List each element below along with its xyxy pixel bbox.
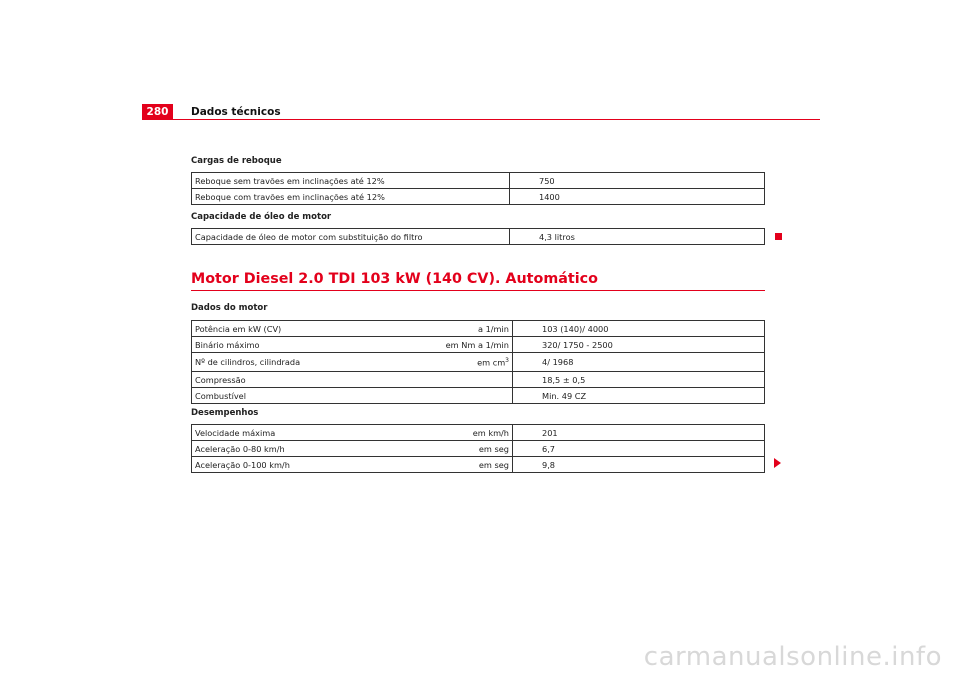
table-row: [192, 229, 765, 245]
header-divider: [142, 119, 820, 120]
row-label: Aceleração 0-100 km/h: [195, 459, 290, 470]
row-value: 103 (140)/ 4000: [542, 323, 609, 334]
row-unit: em Nm a 1/min: [420, 337, 513, 353]
table-row: [192, 337, 765, 353]
table-row: [192, 353, 765, 372]
table-row: [192, 425, 765, 441]
page-number: 280: [142, 104, 173, 120]
row-unit-cell: [420, 353, 513, 372]
motor-title: Motor Diesel 2.0 TDI 103 kW (140 CV). Automático: [191, 271, 598, 287]
row-label: Capacidade de óleo de motor com substituição do filtro: [192, 229, 510, 245]
row-label: Nº de cilindros, cilindrada: [195, 357, 301, 367]
oil-heading: Capacidade de óleo de motor: [191, 212, 332, 222]
table-row: [192, 189, 765, 205]
table-row: [192, 457, 765, 473]
row-label: Reboque com travões em inclinações até 12%: [192, 189, 510, 205]
row-label: Compressão: [195, 374, 246, 385]
performance-table: [191, 424, 765, 473]
row-unit: em km/h: [420, 425, 513, 441]
table-row: [192, 321, 765, 337]
motor-title-rule: [191, 290, 765, 291]
engine-data-table: [191, 320, 765, 404]
table-row: [192, 173, 765, 189]
row-label: Velocidade máxima: [195, 427, 276, 438]
table-row: [192, 388, 765, 404]
section-end-marker: [775, 233, 782, 240]
page-title: Dados técnicos: [191, 106, 281, 118]
row-label: Aceleração 0-80 km/h: [195, 443, 285, 454]
row-unit: em cm: [477, 357, 506, 368]
row-label: Binário máximo: [195, 339, 260, 350]
row-value: 6,7: [542, 443, 556, 454]
row-value: 750: [539, 175, 555, 186]
row-value: 18,5 ± 0,5: [542, 374, 586, 385]
towing-table: [191, 172, 765, 205]
row-label: Combustível: [195, 390, 246, 401]
engine-data-heading: Dados do motor: [191, 303, 268, 313]
row-unit: a 1/min: [420, 321, 513, 337]
row-label: Reboque sem travões em inclinações até 12%: [192, 173, 510, 189]
row-unit: [420, 388, 513, 404]
oil-table: [191, 228, 765, 245]
unit-superscript: 3: [505, 356, 509, 364]
row-unit: em seg: [420, 441, 513, 457]
row-label: Potência em kW (CV): [195, 323, 282, 334]
watermark: carmanualsonline.info: [643, 642, 942, 672]
row-value: 9,8: [542, 459, 556, 470]
row-value: 4/ 1968: [542, 357, 574, 367]
row-value: Min. 49 CZ: [542, 390, 587, 401]
table-row: [192, 372, 765, 388]
table-row: [192, 441, 765, 457]
performance-heading: Desempenhos: [191, 408, 259, 418]
row-value: 4,3 litros: [539, 231, 575, 242]
row-unit: [420, 372, 513, 388]
row-value: 1400: [539, 191, 560, 202]
row-unit: em seg: [420, 457, 513, 473]
continue-arrow-icon: [774, 458, 781, 468]
row-value: 320/ 1750 - 2500: [542, 339, 613, 350]
row-value: 201: [542, 427, 558, 438]
towing-heading: Cargas de reboque: [191, 156, 282, 166]
